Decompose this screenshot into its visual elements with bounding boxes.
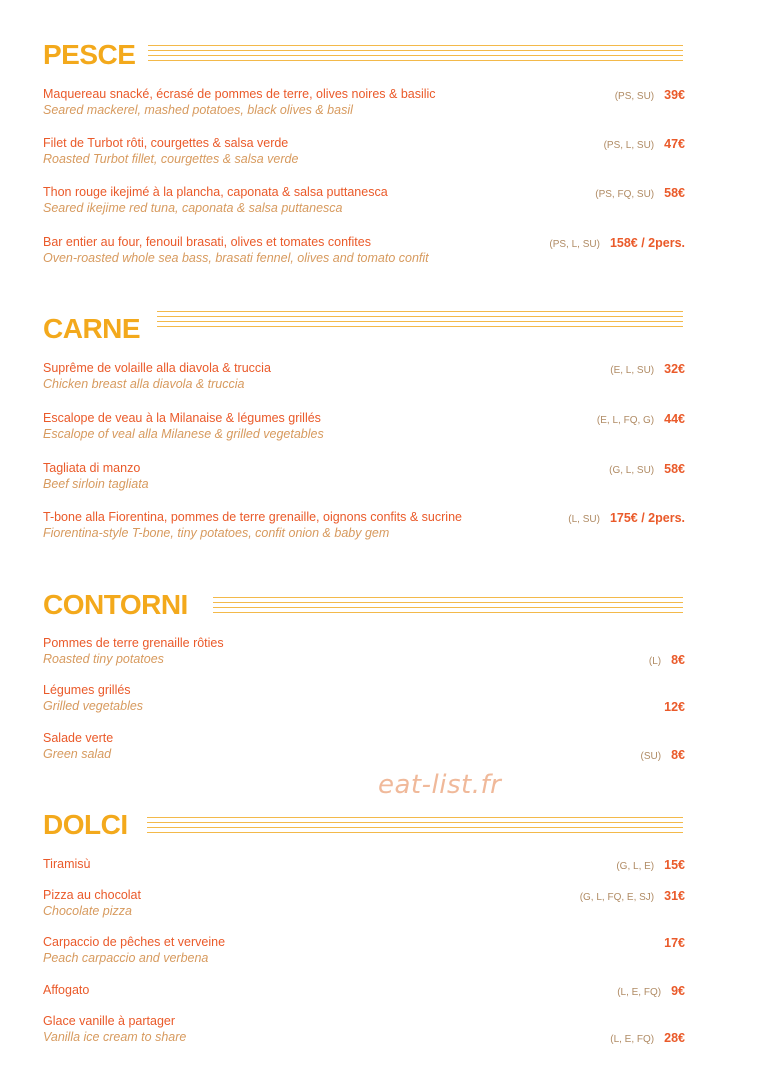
- dish-translation: Seared mackerel, mashed potatoes, black olives & basil: [43, 103, 353, 117]
- dish-translation: Chocolate pizza: [43, 904, 132, 918]
- dish-translation: Oven-roasted whole sea bass, brasati fennel, olives and tomato confit: [43, 251, 429, 265]
- dish-name: Affogato: [43, 983, 90, 997]
- dish-translation: Beef sirloin tagliata: [43, 477, 149, 491]
- dish-translation: Roasted tiny potatoes: [43, 652, 164, 666]
- dish-price: 58€: [664, 186, 685, 200]
- dish-price: 15€: [664, 858, 685, 872]
- dish-price: 8€: [671, 748, 685, 762]
- dish-price: 44€: [664, 412, 685, 426]
- dish-name: Thon rouge ikejimé à la plancha, caponata & salsa puttanesca: [43, 185, 388, 199]
- dish-price: 39€: [664, 88, 685, 102]
- menu-item: [43, 86, 685, 118]
- dish-name: Légumes grillés: [43, 683, 131, 697]
- dish-allergens: (G, L, SU): [609, 465, 655, 476]
- dish-translation: Vanilla ice cream to share: [43, 1030, 187, 1044]
- menu-item: [43, 856, 685, 872]
- dish-translation: Chicken breast alla diavola & truccia: [43, 377, 245, 391]
- dish-allergens: (L): [648, 656, 662, 667]
- menu-item: [43, 1013, 685, 1045]
- section-title-contorni: CONTORNI: [43, 589, 188, 620]
- dish-allergens: (PS, L, SU): [549, 239, 600, 250]
- menu-item: [43, 460, 685, 492]
- dish-price: 8€: [671, 653, 685, 667]
- section-title-dolci: DOLCI: [43, 809, 128, 840]
- dish-name: Tiramisù: [43, 857, 91, 871]
- dish-allergens: (PS, L, SU): [603, 140, 655, 151]
- section-divider-dolci: [147, 817, 683, 833]
- dish-name: Carpaccio de pêches et verveine: [43, 935, 226, 949]
- dish-allergens: (PS, FQ, SU): [595, 189, 655, 200]
- dish-allergens: (E, L, SU): [610, 365, 655, 376]
- menu-item: [43, 410, 685, 442]
- dish-name: Pizza au chocolat: [43, 888, 141, 902]
- menu-item: [43, 360, 685, 392]
- menu-item: [43, 509, 685, 541]
- dish-allergens: (G, L, E): [616, 861, 655, 872]
- dish-translation: Escalope of veal alla Milanese & grilled vegetables: [43, 427, 324, 441]
- dish-name: Suprême de volaille alla diavola & truccia: [43, 361, 271, 375]
- dish-name: Salade verte: [43, 731, 114, 745]
- dish-name: Maquereau snacké, écrasé de pommes de terre, olives noires & basilic: [43, 87, 436, 101]
- dish-allergens: (L, E, FQ): [617, 987, 662, 998]
- dish-name: Escalope de veau à la Milanaise & légumes grillés: [43, 411, 321, 425]
- menu-item: [43, 135, 685, 167]
- dish-allergens: (E, L, FQ, G): [596, 415, 655, 426]
- section-divider-pesce: [148, 45, 683, 61]
- watermark: eat-list.fr: [378, 770, 502, 800]
- dish-price: 12€: [664, 700, 685, 714]
- dish-allergens: (SU): [640, 751, 662, 762]
- menu-item: [43, 635, 685, 667]
- dish-name: Glace vanille à partager: [43, 1014, 176, 1028]
- menu-item: [43, 234, 685, 266]
- menu-item: [43, 887, 685, 919]
- dish-translation: Peach carpaccio and verbena: [43, 951, 209, 965]
- section-title-pesce: PESCE: [43, 39, 136, 70]
- dish-allergens: (PS, SU): [614, 91, 655, 102]
- dish-name: Filet de Turbot rôti, courgettes & salsa verde: [43, 136, 289, 150]
- dish-translation: Grilled vegetables: [43, 699, 144, 713]
- section-title-carne: CARNE: [43, 313, 141, 344]
- dish-translation: Green salad: [43, 747, 112, 761]
- dish-translation: Seared ikejime red tuna, caponata & salsa puttanesca: [43, 201, 343, 215]
- dish-price: 9€: [671, 984, 685, 998]
- dish-price: 158€ / 2pers.: [609, 236, 685, 250]
- dish-price: 17€: [664, 936, 685, 950]
- dish-allergens: (G, L, FQ, E, SJ): [579, 892, 655, 903]
- dish-allergens: (L, SU): [568, 514, 600, 525]
- dish-price: 175€ / 2pers.: [609, 511, 685, 525]
- dish-price: 32€: [664, 362, 685, 376]
- dish-price: 28€: [664, 1031, 685, 1045]
- dish-name: Tagliata di manzo: [43, 461, 141, 475]
- dish-translation: Fiorentina-style T-bone, tiny potatoes, confit onion & baby gem: [43, 526, 390, 540]
- dish-allergens: (L, E, FQ): [610, 1034, 655, 1045]
- section-divider-carne: [157, 311, 683, 327]
- dish-translation: Roasted Turbot fillet, courgettes & salsa verde: [43, 152, 299, 166]
- section-divider-contorni: [213, 597, 683, 613]
- menu-item: [43, 934, 685, 966]
- dish-name: Pommes de terre grenaille rôties: [43, 636, 224, 650]
- menu-item: [43, 730, 685, 762]
- dish-name: T-bone alla Fiorentina, pommes de terre grenaille, oignons confits & sucrine: [43, 510, 462, 524]
- dish-price: 47€: [664, 137, 685, 151]
- menu-item: [43, 184, 685, 216]
- dish-name: Bar entier au four, fenouil brasati, olives et tomates confites: [43, 235, 371, 249]
- dish-price: 58€: [664, 462, 685, 476]
- menu-item: [43, 682, 685, 714]
- menu-item: [43, 982, 685, 998]
- dish-price: 31€: [664, 889, 685, 903]
